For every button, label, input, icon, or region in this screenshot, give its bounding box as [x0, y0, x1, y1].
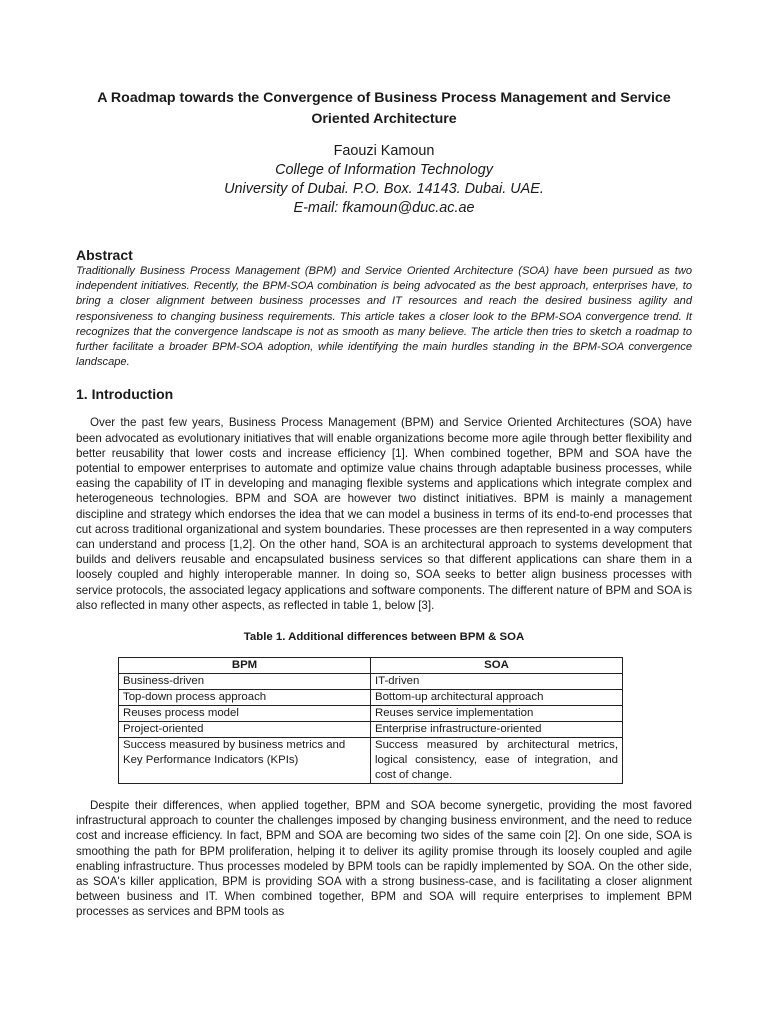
introduction-paragraph-1: Over the past few years, Business Process Management (BPM) and Service Oriented Architectures (SOA) have been advocated as evolutionary initiatives that will enable organizations become more agile through better flexibility and better reusability that lower costs and increase efficiency [1]. When combined together, BPM and SOA have the potential to empower enterprises to automate and optimize value chains through adaptable business processes, while easing the capability of IT in developing and managing flexible systems and applications which integrate complex and heterogeneous technologies. BPM and SOA are however two distinct initiatives. BPM is mainly a management discipline and strategy which endorses the idea that we can model a business in terms of its end-to-end processes that cut across traditional organizational and system boundaries. These processes are then represented in a way computers can understand and process [1,2]. On the other hand, SOA is an architectural approach to systems development that builds and delivers reusable and encapsulated business services so that different applications can share them in a loosely coupled and highly interoperable manner. In doing so, SOA seeks to better align business processes with service protocols, the associated legacy applications and software components. The different nature of BPM and SOA is also reflected in many other aspects, as reflected in table 1, below [3].: [76, 416, 692, 612]
differences-table: [118, 657, 623, 784]
table-row: [119, 706, 623, 722]
table-header-bpm: BPM: [119, 658, 371, 674]
table-caption: Table 1. Additional differences between BPM & SOA: [243, 631, 525, 644]
table-cell-bpm: Business-driven: [119, 674, 371, 690]
table-row: [119, 674, 623, 690]
author-name: Faouzi Kamoun: [333, 143, 435, 159]
author-affiliation: College of Information Technology: [275, 162, 493, 178]
author-email-value: : fkamoun@duc.ac.ae: [334, 200, 475, 216]
introduction-paragraph-2: Despite their differences, when applied together, BPM and SOA become synergetic, providing the most favored infrastructural approach to counter the challenges imposed by changing business environment, and the need to reduce cost and increase efficiency. In fact, BPM and SOA are becoming two sides of the same coin [2]. On one side, SOA is smoothing the path for BPM proliferation, helping it to deliver its agility promise through its loosely coupled and agile enabling infrastructure. Thus processes modeled by BPM tools can be rapidly implemented by SOA. On the other side, as SOA's killer application, BPM is providing SOA with a strong business-case, and is facilitating a closer alignment between business and IT. When combined together, BPM and SOA will require enterprises to implement BPM processes as services and BPM tools as: [76, 799, 692, 919]
table-row: [119, 722, 623, 738]
table-cell-bpm: Reuses process model: [119, 706, 371, 722]
author-address: University of Dubai. P.O. Box. 14143. Dubai. UAE.: [224, 181, 544, 197]
paper-title: A Roadmap towards the Convergence of Business Process Management and Service Oriented Architecture: [97, 90, 671, 127]
abstract-text: Traditionally Business Process Management (BPM) and Service Oriented Architecture (SOA) have been pursued as two independent initiatives. Recently, the BPM-SOA combination is being advocated as the best approach, enterprises have, to bring a closer alignment between business processes and IT resources and reach the desired business agility and responsiveness to changing business requirements. This article takes a closer look to the BPM-SOA convergence trend. It recognizes that the convergence landscape is not as smooth as many believe. The article then tries to sketch a roadmap to further facilitate a broader BPM-SOA adoption, while identifying the main hurdles standing in the BPM-SOA convergence landscape.: [76, 265, 692, 369]
author-block: [76, 142, 692, 218]
author-email: [76, 199, 692, 218]
table-cell-bpm: Project-oriented: [119, 722, 371, 738]
table-cell-bpm: Success measured by business metrics and Key Performance Indicators (KPIs): [119, 738, 371, 784]
table-cell-soa: Enterprise infrastructure-oriented: [371, 722, 623, 738]
table-cell-soa: Success measured by architectural metrics, logical consistency, ease of integration, and cost of change.: [371, 738, 623, 784]
table-cell-soa: Bottom-up architectural approach: [371, 690, 623, 706]
table-row: [119, 738, 623, 784]
table-header-soa: SOA: [371, 658, 623, 674]
table-cell-soa: IT-driven: [371, 674, 623, 690]
abstract-heading: Abstract: [76, 247, 133, 263]
table-cell-bpm: Top-down process approach: [119, 690, 371, 706]
paper-page: [76, 88, 692, 920]
table-header-row: [119, 658, 623, 674]
introduction-heading: 1. Introduction: [76, 386, 174, 403]
table-row: [119, 690, 623, 706]
table-cell-soa: Reuses service implementation: [371, 706, 623, 722]
author-email-label: E-mail: [293, 200, 335, 216]
